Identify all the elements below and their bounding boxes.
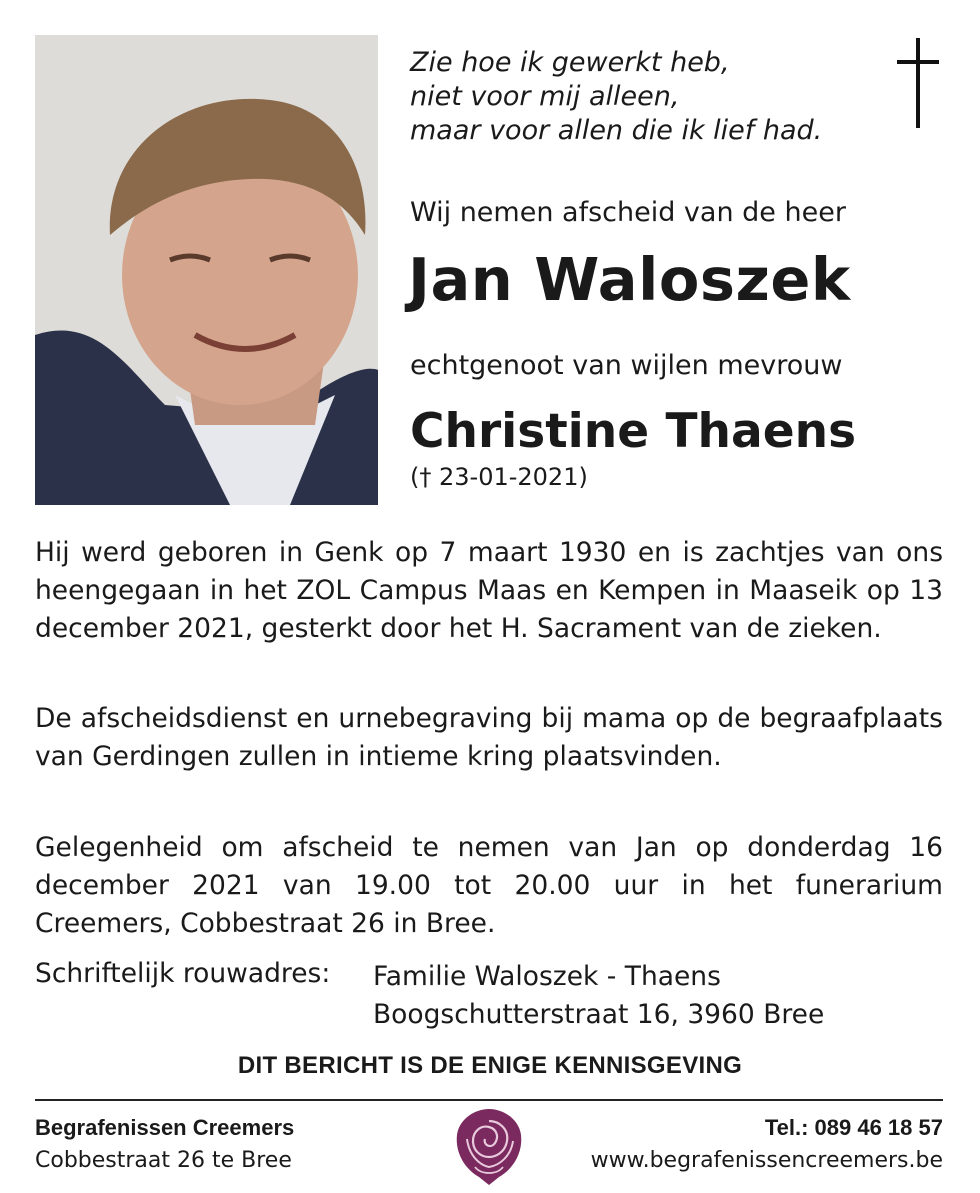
sole-notice: DIT BERICHT IS DE ENIGE KENNISGEVING bbox=[237, 1052, 743, 1079]
rose-icon bbox=[453, 1105, 525, 1187]
memorial-quote bbox=[410, 46, 880, 148]
quote-line: Zie hoe ik gewerkt heb, bbox=[410, 47, 730, 78]
divider bbox=[35, 1099, 943, 1101]
quote-line: maar voor allen die ik lief had. bbox=[410, 115, 823, 146]
spouse-name: Christine Thaens bbox=[410, 404, 857, 459]
paragraph-visitation: Gelegenheid om afscheid te nemen van Jan op donderdag 16 december 2021 van 19.00 tot 20.00 uur in het funerarium Creemers, Cobbestraat 26 in Bree. bbox=[35, 832, 943, 939]
funeral-home-phone: Tel.: 089 46 18 57 bbox=[764, 1115, 943, 1140]
deceased-name: Jan Waloszek bbox=[408, 245, 851, 314]
spouse-intro: echtgenoot van wijlen mevrouw bbox=[410, 350, 843, 381]
quote-line: niet voor mij alleen, bbox=[410, 81, 680, 112]
address-line: Boogschutterstraat 16, 3960 Bree bbox=[373, 999, 825, 1030]
intro-text: Wij nemen afscheid van de heer bbox=[410, 197, 846, 228]
mourning-address bbox=[373, 958, 824, 1034]
funeral-home-name: Begrafenissen Creemers bbox=[35, 1115, 295, 1140]
funeral-home-address: Cobbestraat 26 te Bree bbox=[35, 1148, 292, 1173]
spouse-death-date: († 23-01-2021) bbox=[410, 463, 588, 491]
portrait-photo bbox=[35, 35, 378, 505]
paragraph-birth-death: Hij werd geboren in Genk op 7 maart 1930 en is zachtjes van ons heengegaan in het ZOL Campus Maas en Kempen in Maaseik op 13 december 2021, gesterkt door het H. Sacrament van de zieken. bbox=[35, 537, 943, 644]
funeral-home-website[interactable]: www.begrafenissencreemers.be bbox=[590, 1148, 943, 1173]
address-label: Schriftelijk rouwadres: bbox=[35, 958, 331, 989]
cross-icon bbox=[897, 38, 939, 128]
address-line: Familie Waloszek - Thaens bbox=[373, 961, 721, 992]
paragraph-service: De afscheidsdienst en urnebegraving bij mama op de begraafplaats van Gerdingen zullen in intieme kring plaatsvinden. bbox=[35, 703, 943, 772]
